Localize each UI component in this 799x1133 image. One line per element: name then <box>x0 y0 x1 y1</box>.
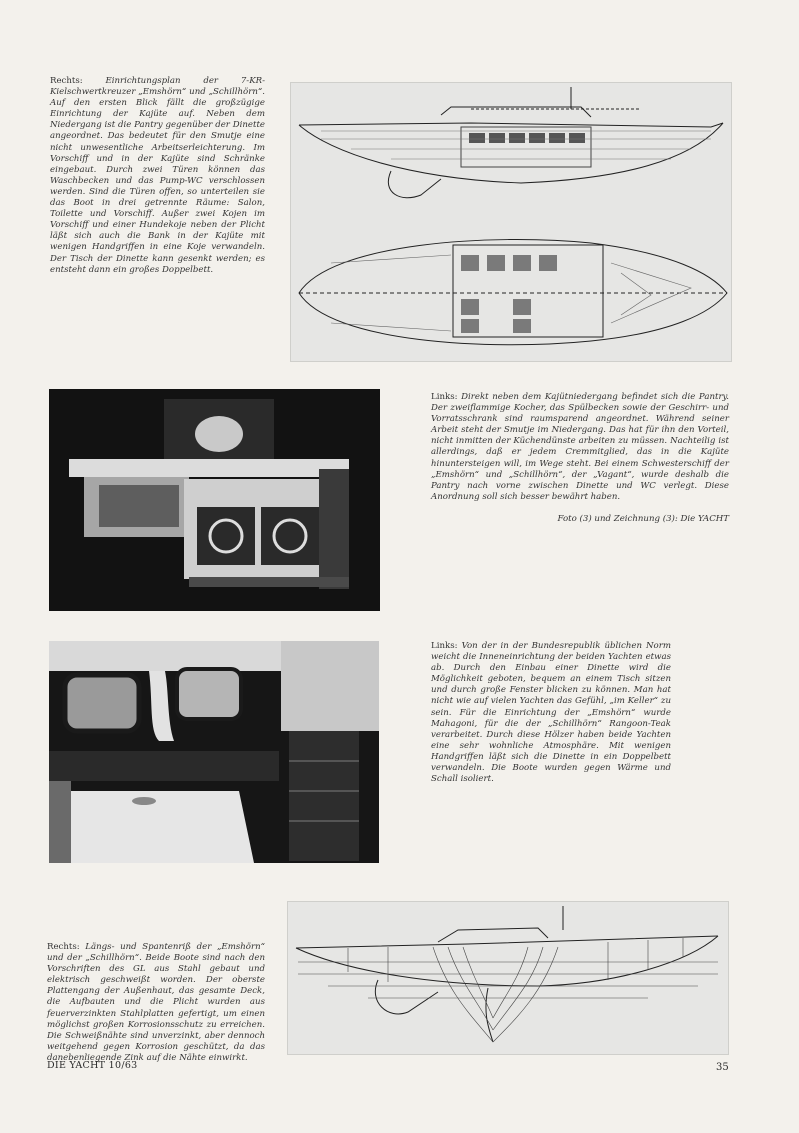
page-number: 35 <box>716 1062 729 1073</box>
caption-text: Einrichtungsplan der 7-KR-Kielschwertkreuzer „Emshörn“ und „Schillhörn“. Auf den ersten Blick fällt die großzügige Einrichtung der Kajüte auf. Neben dem Niedergang ist die Pantry gegenüber der Dinette angeordnet. Das bedeutet für den Smutje eine nicht unwesentliche Arbeitserleichterung. Im Vorschiff und in der Kajüte sind Schränke eingebaut. Durch zwei Türen können das Waschbecken und das Pump-WC verschlossen werden. Sind die Türen offen, so unterteilen sie das Boot in drei getrennte Räume: Salon, Toilette und Vorschiff. Außer zwei Kojen im Vorschiff und einer Hundekoje neben der Plicht läßt sich auch die Bank in der Kajüte mit wenigen Handgriffen in eine Koje verwandeln. Der Tisch der Dinette kann gesenkt werden; es entsteht dann ein großes Doppelbett. <box>50 76 265 275</box>
photo-credit: Foto (3) und Zeichnung (3): Die YACHT <box>557 514 729 524</box>
caption-lead: Links: <box>431 641 458 651</box>
caption-layout-plan <box>50 76 265 276</box>
magazine-issue: DIE YACHT 10/63 <box>47 1060 138 1071</box>
caption-text: Längs- und Spantenriß der „Emshörn“ und der „Schillhörn“. Beide Boote sind nach den Vorschriften des GL aus Stahl gebaut und elektrisch geschweißt worden. Der oberste Plattengang der Außenhaut, das gesamte Deck, die Aufbauten und die Plicht wurden aus feuerverzinkten Stahlplatten gefertigt, um einen möglichst großen Korrosionsschutz zu erreichen. Die Schweißnähte sind unverzinkt, aber dennoch weitgehend gegen Korrosion geschützt, da das danebenliegende Zink auf die Nähte einwirkt. <box>47 942 265 1063</box>
caption-lead: Rechts: <box>47 942 80 952</box>
caption-text: Direkt neben dem Kajütniedergang befindet sich die Pantry. Der zweiflammige Kocher, das Spülbecken sowie der Geschirr- und Vorratsschrank sind raumsparend angeordnet. Während seiner Arbeit steht der Smutje im Niedergang. Das hat für ihn den Vorteil, nicht inmitten der Küchendünste arbeiten zu müssen. Nachteilig ist allerdings, daß er jedem Cremmitglied, das in die Kajüte hinuntersteigen will, im Wege steht. Bei einem Schwesterschiff der „Emshörn“ und „Schillhörn“, der „Vagant“, wurde deshalb die Pantry nach vorne zwischen Dinette und WC verlegt. Diese Anordnung soll sich besser bewährt haben. <box>431 392 729 502</box>
pantry-photo <box>49 389 380 611</box>
layout-plan-drawing <box>290 82 732 362</box>
caption-dinette <box>431 641 671 785</box>
caption-text: Von der in der Bundesrepublik üblichen Norm weicht die Inneneinrichtung der beiden Yachten etwas ab. Durch den Einbau einer Dinette wird die Möglichkeit geboten, bequem an einem Tisch sitzen und durch große Fenster blicken zu können. Man hat nicht wie auf vielen Yachten das Gefühl, „im Keller“ zu sein. Für die Einrichtung der „Emshörn“ wurde Mahagoni, für die der „Schillhörn“ Rangoon-Teak verarbeitet. Durch diese Hölzer haben beide Yachten eine sehr wohnliche Atmosphäre. Mit wenigen Handgriffen läßt sich die Dinette in ein Doppelbett verwandeln. Die Boote wurden gegen Wärme und Schall isoliert. <box>431 641 671 785</box>
dinette-photo <box>49 641 379 863</box>
caption-pantry <box>431 392 729 503</box>
caption-lines-plan <box>47 942 265 1064</box>
caption-lead: Links: <box>431 392 458 402</box>
caption-lead: Rechts: <box>50 76 83 86</box>
lines-drawing <box>287 901 729 1055</box>
